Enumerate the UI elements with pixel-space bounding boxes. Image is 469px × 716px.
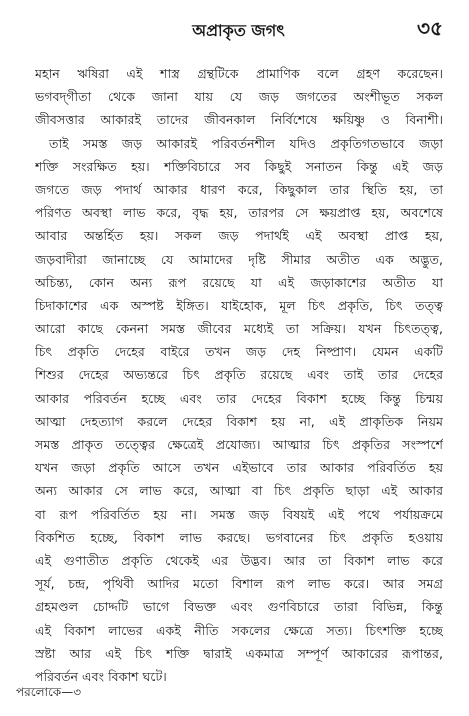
text-line: সমস্ত প্রাকৃত তত্ত্বের ক্ষেত্রেই প্রযোজ্য। আত্মার চিৎ প্রকৃতির সংস্পর্শে xyxy=(35,437,443,452)
text-line: আরো কাছে কেননা সমস্ত জীবের মধ্যেই তা সক্রিয়। যখন চিৎতত্ত্ব, xyxy=(35,321,443,337)
text-line: তাই সমস্ত জড় আকারই পরিবর্তনশীল যদিও প্রকৃতিগতভাবে জড়া xyxy=(49,135,443,151)
text-line: জীবসত্তার আকারই তাদের জীবনকাল নির্বিশেষে ক্ষয়িষ্ণু ও বিনাশী। xyxy=(35,112,443,128)
text-line: জড়বাদীরা জানাচ্ছে যে আমাদের দৃষ্টি সীমার অতীত এক অদ্ভুত, xyxy=(35,251,443,267)
text-line: এই গুণাতীত প্রকৃতি থেকেই এর উদ্ভব। আর তা বিকাশ লাভ করে xyxy=(35,552,443,568)
text-line: পরিণত অবস্থা লাভ করে, বৃদ্ধ হয়, তারপর সে ক্ষয়প্রাপ্ত হয়, অবশেষে xyxy=(35,205,443,221)
text-line: আকার পরিবর্তন হচ্ছে এবং তার দেহের বিকাশ হচ্ছে কিন্তু চিন্ময় xyxy=(35,390,443,406)
body-text xyxy=(35,62,443,688)
text-line: সূর্য, চন্দ্র, পৃথিবী আদির মতো বিশাল রূপ লাভ করে। আর সমগ্র xyxy=(35,576,443,592)
text-line: এই বিকাশ লাভের একই নীতি সকলের ক্ষেত্রে সত্য। চিৎশক্তি হচ্ছে xyxy=(35,622,443,638)
text-line: চিদাকাশের এক অস্পষ্ট ইঙ্গিত। যাইহোক, মূল চিৎ প্রকৃতি, চিৎ তত্ত্ব xyxy=(35,297,443,313)
text-line: স্রষ্টা আর এই চিৎ শক্তি দ্বারাই একমাত্র সম্পূর্ণ আকারের রূপান্তর, xyxy=(35,645,443,661)
page-header xyxy=(34,14,443,44)
text-line: ভগবদ্‌গীতা থেকে জানা যায় যে জড় জগতের অংশীভূত সকল xyxy=(35,89,443,105)
signature-mark: পরলোকে—৩ xyxy=(16,685,82,699)
text-line: বিকশিত হচ্ছে, বিকাশ লাভ করছে। ভগবানের চিৎ প্রকৃতি হওয়ায় xyxy=(35,529,443,545)
text-line: যখন জড়া প্রকৃতি আসে তখন এইভাবে তার আকার পরিবর্তিত হয় xyxy=(35,460,443,476)
text-line: শিশুর দেহের অভ্যন্তরে চিৎ প্রকৃতি রয়েছে এবং তাই তার দেহের xyxy=(35,367,443,383)
page-number: ৩৫ xyxy=(417,16,443,40)
text-line: চিৎ প্রকৃতি দেহের বাইরে তখন জড় দেহ নিষ্প্রাণ। যেমন একটি xyxy=(35,344,443,360)
text-line: অন্য আকার সে লাভ করে, আত্মা বা চিৎ প্রকৃতি ছাড়া এই আকার xyxy=(35,483,443,499)
text-line: বা রূপ পরিবর্তিত হয় না। সমস্ত জড় বিষয়ই এই পথে পর্যায়ক্রমে xyxy=(35,506,443,522)
text-line: আত্মা দেহত্যাগ করলে দেহের বিকাশ হয় না, এই প্রাকৃতিক নিয়ম xyxy=(35,413,443,429)
text-line: শক্তি সংরক্ষিত হয়। শক্তিবিচারে সব কিছুই সনাতন কিন্তু এই জড় xyxy=(35,158,443,174)
text-line: আবার অন্তর্হিত হয়। সকল জড় পদার্থই এই অবস্থা প্রাপ্ত হয়, xyxy=(35,228,443,244)
text-line: গ্রহমণ্ডল চোদ্দটি ভাগে বিভক্ত এবং গুণবিচারে তারা বিভিন্ন, কিন্তু xyxy=(35,599,443,615)
text-line: পরিবর্তন এবং বিকাশ ঘটে। xyxy=(35,668,167,684)
running-title: অপ্রাকৃত জগৎ xyxy=(192,21,285,40)
text-line: জগতে জড় পদার্থ আকার ধারণ করে, কিছুকাল তার স্থিতি হয়, তা xyxy=(35,181,443,197)
text-line: মহান ঋষিরা এই শাস্ত্র গ্রন্থটিকে প্রামাণিক বলে গ্রহণ করেছেন। xyxy=(35,66,443,81)
text-line: অচিন্ত্য, কোন অন্য রূপ রয়েছে যা এই জড়াকাশের অতীত যা xyxy=(35,274,443,290)
